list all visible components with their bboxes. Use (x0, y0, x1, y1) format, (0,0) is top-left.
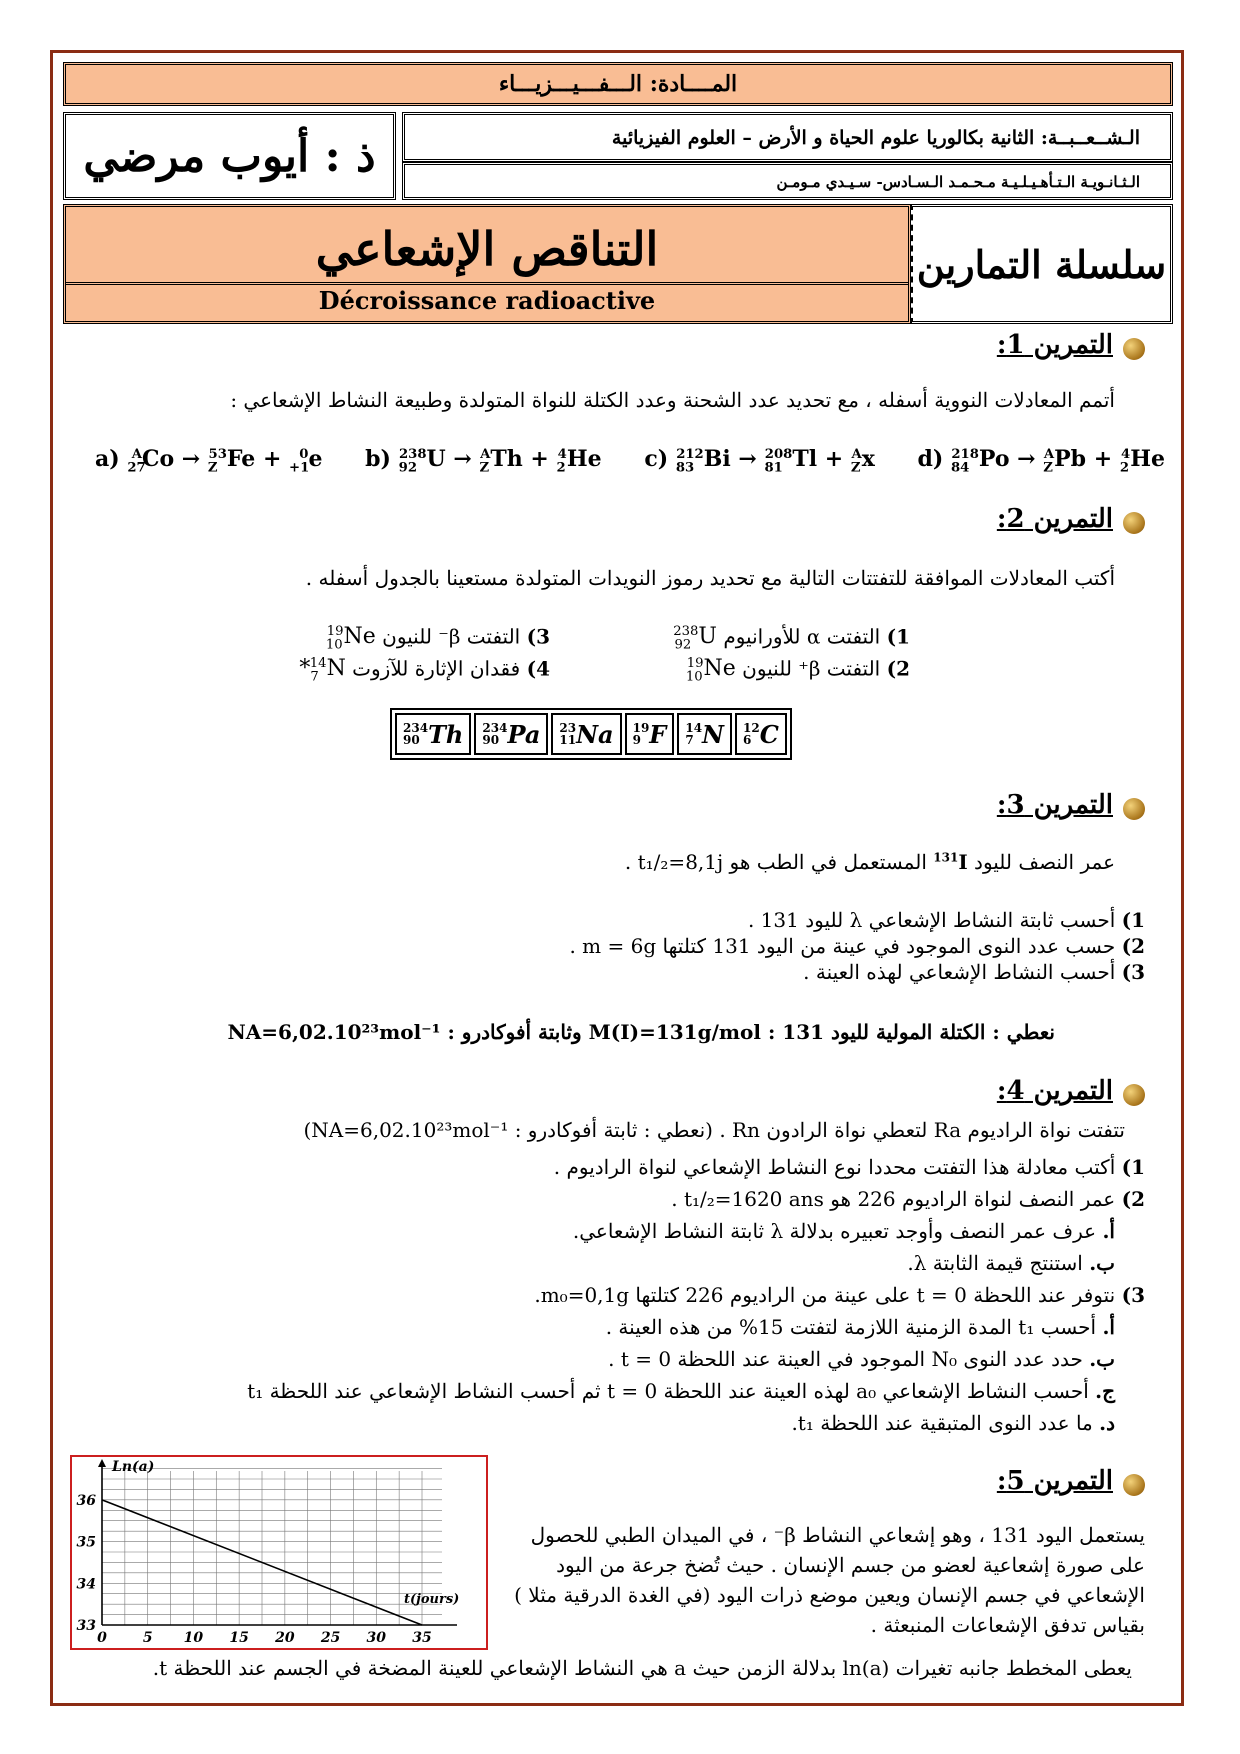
element-cell: 14 7 N (677, 713, 732, 755)
ex3-title: التمرين 3: (996, 790, 1113, 820)
bullet-icon (1123, 798, 1145, 820)
x-tick-label: 10 (183, 1630, 204, 1646)
ex4-items (145, 1150, 1145, 1440)
element-cell: 19 9 F (625, 713, 675, 755)
x-tick-label: 20 (275, 1630, 295, 1646)
y-tick-label: 33 (76, 1618, 96, 1634)
ex5-footer: يعطى المخطط جانبه تغيرات ln(a) بدلالة الزمن حيث a هي النشاط الإشعاعي للعينة المضخة في الجسم عند اللحظة t. (152, 1656, 1132, 1680)
ex4-item: 3) نتوفر عند اللحظة t = 0 على عينة من الراديوم 226 كتلتها m₀=0,1g. (534, 1283, 1145, 1307)
ex2-title: التمرين 2: (996, 504, 1113, 534)
ex1-intro: أتمم المعادلات النووية أسفله ، مع تحديد عدد الشحنة وعدد الكتلة للنواة المتولدة وطبيعة النشاط الإشعاعي : (230, 388, 1115, 412)
ex1-equations (95, 446, 1165, 475)
ex4-intro: تتفتت نواة الراديوم Ra لتعطي نواة الرادون Rn . (نعطي : ثابتة أفوكادرو : NA=6,02.10²³mol⁻¹) (303, 1118, 1125, 1142)
lesson-title-fr: Décroissance radioactive (66, 282, 908, 321)
ex2-intro: أكتب المعادلات الموافقة للتفتتات التالية مع تحديد رموز النويدات المتولدة مستعينا بالجدول أسفله . (305, 566, 1115, 590)
equation-c: c) $_{83}^{212}$Bi → $_{81}^{208}$Tl + $_Z^A$x (644, 446, 875, 476)
element-cell: 234 90 Th (395, 713, 471, 755)
bullet-icon (1123, 1474, 1145, 1496)
ex4-item: أ. عرف عمر النصف وأوجد تعبيره بدلالة λ ثابتة النشاط الإشعاعي. (572, 1219, 1115, 1243)
ex4-item: ج. أحسب النشاط الإشعاعي a₀ لهذه العينة عند اللحظة t = 0 ثم أحسب النشاط الإشعاعي عند اللحظة t₁ (247, 1379, 1115, 1403)
ex4-heading (245, 1076, 1145, 1106)
ex4-item: 1) أكتب معادلة هذا التفتت محددا نوع النشاط الإشعاعي لنواة الراديوم . (553, 1155, 1145, 1179)
ex4-item: أ. أحسب t₁ المدة الزمنية اللازمة لتفتت 15% من هذه العينة . (605, 1315, 1115, 1339)
element-cell: 234 90 Pa (474, 713, 548, 755)
lna-chart (70, 1455, 488, 1650)
ex4-item: ب. حدد عدد النوى N₀ الموجود في العينة عند اللحظة t = 0 . (608, 1347, 1115, 1371)
ex2-item-3: 3) التفتت β⁻ للنيون $_{10}^{19}$Ne (325, 624, 550, 653)
y-tick-label: 35 (76, 1534, 96, 1551)
equation-b: b) $_{92}^{238}$U → $_Z^A$Th + $_2^4$He (365, 446, 602, 476)
ex2-item-1: 1) التفتت α للأورانيوم $_{92}^{238}$U (673, 624, 910, 653)
ex4-title: التمرين 4: (996, 1076, 1113, 1106)
bullet-icon (1123, 512, 1145, 534)
x-tick-label: 30 (366, 1630, 387, 1646)
lesson-title-ar: التناقص الإشعاعي (315, 222, 659, 276)
x-tick-label: 0 (97, 1630, 107, 1646)
ex3-heading (245, 790, 1145, 820)
y-tick-label: 36 (76, 1492, 96, 1509)
bullet-icon (1123, 338, 1145, 360)
subject-banner (63, 62, 1173, 106)
branch-line: الـشــعــبــة: الثانية بكالوريا علوم الحياة و الأرض – العلوم الفيزيائية (402, 112, 1173, 162)
ex1-title: التمرين 1: (996, 330, 1113, 360)
ex5-paragraph: يستعمل اليود 131 ، وهو إشعاعي النشاط β⁻ ، في الميدان الطبي للحصول على صورة إشعاعية لعضو من جسم الإنسان . حيث تُضخ جرعة من اليود الإشعاعي في جسم الإنسان ويعين موضع ذرات اليود (في الغدة الدرقية مثلا ) بقياس تدفق الإشعاعات المنبعثة . (514, 1523, 1145, 1637)
school-line: الـثـانـويـة الـتـأهـيـلـيـة مـحـمـد الـسـادس- سـيـدي مـومـن (402, 162, 1173, 200)
ex4-item: د. ما عدد النوى المتبقية عند اللحظة t₁. (791, 1411, 1115, 1435)
y-tick-label: 34 (76, 1576, 96, 1593)
ex3-item: 3) أحسب النشاط الإشعاعي لهذه العينة . (803, 960, 1145, 984)
subject-text: المــــادة: الـــفـــيـــزيـــاء (498, 71, 738, 97)
element-cell: 12 6 C (735, 713, 787, 755)
ex5-title: التمرين 5: (996, 1466, 1113, 1496)
ex3-intro: عمر النصف لليود $^{131}$I المستعمل في الطب هو t₁/₂=8,1j . (624, 850, 1115, 874)
bullet-icon (1123, 1084, 1145, 1106)
equation-a: a) $_{27}^A$Co → $_Z^{53}$Fe + $_{+1}^0$e (95, 446, 323, 476)
ex4-item: 2) عمر النصف لنواة الراديوم 226 هو t₁/₂=1620 ans . (671, 1187, 1145, 1211)
y-axis-label: Ln(a) (112, 1459, 155, 1475)
ex2-item-2: 2) التفتت β⁺ للنيون $_{10}^{19}$Ne (685, 656, 910, 685)
x-axis-label: t(jours) (404, 1592, 460, 1607)
ex3-item: 1) أحسب ثابتة النشاط الإشعاعي λ لليود 131 . (747, 908, 1145, 932)
lesson-title-box (63, 204, 911, 324)
chart-svg (72, 1457, 486, 1648)
ex1-heading (245, 330, 1145, 360)
ex3-given: نعطي : الكتلة المولية لليود 131 : M(I)=131g/mol وثابتة أفوكادرو : NA=6,02.10²³mol⁻¹ (227, 1020, 1055, 1044)
ex5-heading (585, 1466, 1145, 1496)
series-label: سلسلة التمارين (911, 204, 1173, 324)
ex2-heading (245, 504, 1145, 534)
x-tick-label: 25 (320, 1630, 341, 1646)
y-axis-arrow (98, 1459, 106, 1467)
x-tick-label: 35 (412, 1630, 432, 1646)
element-table (390, 708, 792, 760)
ex2-item-4: 4) فقدان الإثارة للآزوت $_7^{14}$N* (299, 656, 550, 685)
ex3-item: 2) حسب عدد النوى الموجود في عينة من اليود 131 كتلتها m = 6g . (569, 934, 1145, 958)
x-tick-label: 15 (229, 1630, 249, 1646)
ex4-item: ب. استنتج قيمة الثابتة λ. (907, 1251, 1115, 1275)
ex3-items (145, 906, 1145, 986)
teacher-name: ذ : أيوب مرضي (63, 112, 396, 200)
equation-d: d) $_{84}^{218}$Po → $_Z^A$Pb + $_2^4$He (917, 446, 1165, 476)
x-tick-label: 5 (142, 1630, 153, 1646)
element-cell: 23 11 Na (551, 713, 621, 755)
